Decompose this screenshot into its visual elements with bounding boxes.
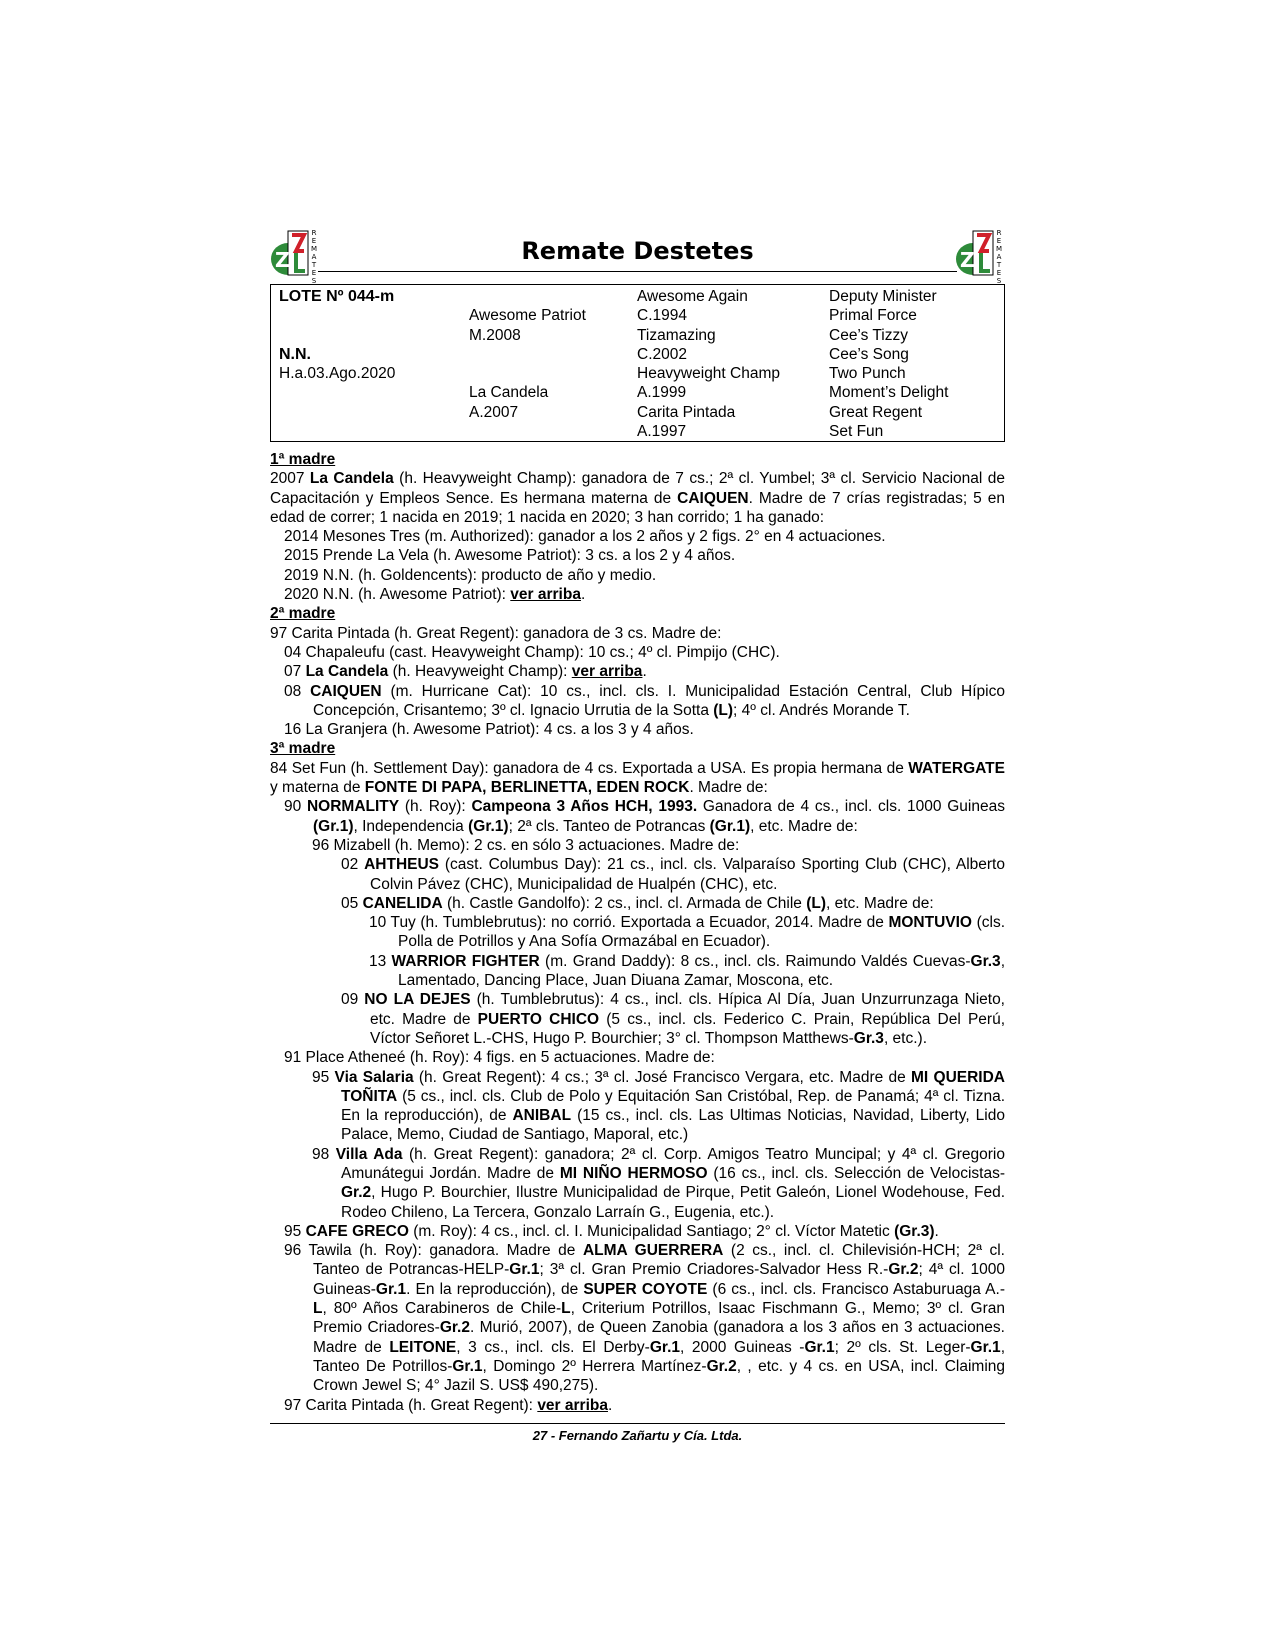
footer-rule: [270, 1423, 1005, 1424]
grandparent-name: Carita Pintada: [637, 403, 736, 421]
horse-name: N.N.: [279, 345, 311, 363]
family-entry: 2007 La Candela (h. Heavyweight Champ): ganadora de 7 cs.; 2ª cl. Yumbel; 3ª cl. Servicio Nacional de Capacitación y Empleos Sence. Es hermana materna de CAIQUEN. Madre de 7 crías registradas; 5 en edad de correr; 1 nacida en 2019; 1 nacida en 2020; 3 han corrido; 1 ha ganado:: [270, 470, 1005, 526]
dam-info: A.2007: [469, 403, 519, 421]
lot-number: LOTE Nº 044-m: [279, 288, 395, 305]
page-header: [270, 225, 1005, 285]
pedigree-col-parents: [469, 287, 586, 422]
great-grandparent: Great Regent: [829, 403, 923, 421]
title-rule: [318, 271, 957, 272]
grandparent-info: A.1997: [637, 423, 687, 441]
family-entry: 97 Carita Pintada (h. Great Regent): ver arriba.: [284, 1396, 613, 1414]
family-entry: 95 CAFE GRECO (m. Roy): 4 cs., incl. cl. I. Municipalidad Santiago; 2° cl. Víctor Matetic (Gr.3).: [284, 1222, 939, 1240]
grandparent-info: C.1994: [637, 307, 687, 325]
family-entry: 08 CAIQUEN (m. Hurricane Cat): 10 cs., incl. cls. I. Municipalidad Estación Central, Club Hípico Concepción, Crisantemo; 3º cl. Ignacio Urrutia de la Sotta (L); 4º cl. Andrés Morande T.: [284, 682, 1005, 719]
section-heading: 2ª madre: [270, 605, 336, 623]
page-title: Remate Destetes: [521, 237, 754, 265]
family-entry: 91 Place Atheneé (h. Roy): 4 figs. en 5 actuaciones. Madre de:: [284, 1049, 715, 1067]
family-entry: 2014 Mesones Tres (m. Authorized): ganador a los 2 años y 2 figs. 2° en 4 actuaciones.: [284, 528, 886, 546]
family-entry: 07 La Candela (h. Heavyweight Champ): ver arriba.: [284, 663, 647, 681]
great-grandparent: Deputy Minister: [829, 288, 937, 305]
svg-text:Z: Z: [960, 248, 975, 272]
pedigree-col-grandparents: [637, 287, 780, 441]
family-entry: 95 Via Salaria (h. Great Regent): 4 cs.; 3ª cl. José Francisco Vergara, etc. Madre de MI QUERIDA TOÑITA (5 cs., incl. cls. Club de Polo y Equitación San Cristóbal, Rep. de Panamá; 4ª cl. Tizna. En la reproducción), de ANIBAL (15 cs., incl. cls. Las Ultimas Noticias, Navidad, Liberty, Lido Palace, Memo, Ciudad de Santiago, Maporal, etc.): [312, 1068, 1005, 1144]
grandparent-name: Heavyweight Champ: [637, 365, 781, 383]
family-entry: 05 CANELIDA (h. Castle Gandolfo): 2 cs., incl. cl. Armada de Chile (L), etc. Madre de:: [341, 894, 934, 912]
grandparent-info: A.1999: [637, 384, 687, 402]
zl-logo-right: [955, 229, 1005, 285]
great-grandparent: Two Punch: [829, 365, 906, 383]
family-entry: 10 Tuy (h. Tumblebrutus): no corrió. Exportada a Ecuador, 2014. Madre de MONTUVIO (cls. Polla de Potrillos y Ana Sofía Ormazábal en Ecuador).: [369, 914, 1005, 951]
family-entry: 96 Tawila (h. Roy): ganadora. Madre de ALMA GUERRERA (2 cs., incl. cl. Chilevisión-HCH; 2ª cl. Tanteo de Potrancas-HELP-Gr.1; 3ª cl. Gran Premio Criadores-Salvador Hess R.-Gr.2; 4ª cl. 1000 Guineas-Gr.1. En la reproducción), de SUPER COYOTE (6 cs., incl. cls. Francisco Astaburuaga A.-L, 80º Años Carabineros de Chile-L, Criterium Potrillos, Isaac Fischmann G., Memo; 3º cl. Gran Premio Criadores-Gr.2. Murió, 2007), de Queen Zanobia (ganadora a los 3 años en 3 actuaciones. Madre de LEITONE, 3 cs., incl. cls. El Derby-Gr.1, 2000 Guineas -Gr.1; 2º cls. St. Leger-Gr.1, Tanteo De Potrillos-Gr.1, Domingo 2º Herrera Martínez-Gr.2, , etc. y 4 cs. en USA, incl. Claiming Crown Jewel S; 4° Jazil S. US$ 490,275).: [284, 1242, 1005, 1395]
pedigree-col-horse: [279, 287, 459, 383]
remates-vertical-text: R E M A T E S: [310, 229, 318, 285]
great-grandparent: Cee’s Song: [829, 345, 909, 363]
remates-vertical-text: R E M A T E S: [995, 229, 1003, 285]
svg-text:Z: Z: [275, 248, 290, 272]
great-grandparent: Primal Force: [829, 307, 917, 325]
section-heading: 3ª madre: [270, 740, 336, 758]
family-entry: 98 Villa Ada (h. Great Regent): ganadora; 2ª cl. Corp. Amigos Teatro Muncipal; y 4ª cl. Gregorio Amunátegui Jordán. Madre de MI NIÑO HERMOSO (16 cs., incl. cls. Selección de Velocistas-Gr.2, Hugo P. Bourchier, Ilustre Municipalidad de Pirque, Petit Galeón, Lionel Wodehouse, Fed. Rodeo Chileno, La Tercera, Gonzalo Larraín G., Eugenia, etc.).: [312, 1145, 1006, 1221]
great-grandparent: Moment’s Delight: [829, 384, 949, 402]
pedigree-col-great-grandparents: [829, 287, 948, 441]
sire-name: Awesome Patriot: [469, 307, 586, 325]
horse-birth: H.a.03.Ago.2020: [279, 365, 396, 383]
great-grandparent: Set Fun: [829, 423, 884, 441]
family-entry: 2019 N.N. (h. Goldencents): producto de año y medio.: [284, 566, 657, 584]
section-heading: 1ª madre: [270, 451, 336, 468]
sire-info: M.2008: [469, 326, 521, 344]
family-entry: 13 WARRIOR FIGHTER (m. Grand Daddy): 8 cs., incl. cls. Raimundo Valdés Cuevas-Gr.3, Lamentado, Dancing Place, Juan Diuana Zamar, Moscona, etc.: [369, 952, 1005, 990]
family-entry: 02 AHTHEUS (cast. Columbus Day): 21 cs., incl. cls. Valparaíso Sporting Club (CHC), Alberto Colvin Pávez (CHC), Municipalidad de Hualpén (CHC), etc.: [341, 856, 1005, 893]
family-entry: 84 Set Fun (h. Settlement Day): ganadora de 4 cs. Exportada a USA. Es propia hermana de WATERGATE y materna de FONTE DI PAPA, BERLINETTA, EDEN ROCK. Madre de:: [270, 759, 1005, 797]
family-entry: 96 Mizabell (h. Memo): 2 cs. en sólo 3 actuaciones. Madre de:: [312, 836, 740, 854]
family-entry: 97 Carita Pintada (h. Great Regent): ganadora de 3 cs. Madre de:: [270, 624, 722, 642]
family-entry: 2015 Prende La Vela (h. Awesome Patriot): 3 cs. a los 2 y 4 años.: [284, 547, 736, 565]
grandparent-info: C.2002: [637, 345, 687, 363]
pedigree-table: [270, 284, 1005, 442]
family-entry: 90 NORMALITY (h. Roy): Campeona 3 Años HCH, 1993. Ganadora de 4 cs., incl. cls. 1000 Guineas (Gr.1), Independencia (Gr.1); 2ª cls. Tanteo de Potrancas (Gr.1), etc. Madre de:: [284, 798, 1005, 835]
zl-emblem-icon: [955, 229, 995, 277]
grandparent-name: Tizamazing: [637, 326, 716, 344]
family-body: [270, 450, 1005, 1415]
page-footer: 27 - Fernando Zañartu y Cía. Ltda.: [532, 1427, 743, 1443]
family-entry: 2020 N.N. (h. Awesome Patriot): ver arriba.: [284, 586, 586, 604]
grandparent-name: Awesome Again: [637, 288, 748, 305]
dam-name: La Candela: [469, 384, 549, 402]
family-entry: 16 La Granjera (h. Awesome Patriot): 4 cs. a los 3 y 4 años.: [284, 721, 694, 739]
family-entry: 04 Chapaleufu (cast. Heavyweight Champ): 10 cs.; 4º cl. Pimpijo (CHC).: [284, 643, 780, 661]
family-entry: 09 NO LA DEJES (h. Tumblebrutus): 4 cs., incl. cls. Hípica Al Día, Juan Unzurrunzaga Nieto, etc. Madre de PUERTO CHICO (5 cs., incl. cls. Federico C. Prain, República Del Perú, Víctor Señoret L.-CHS, Hugo P. Bourchier; 3° cl. Thompson Matthews-Gr.3, etc.).: [341, 991, 1006, 1047]
great-grandparent: Cee’s Tizzy: [829, 326, 908, 344]
catalog-page: [270, 225, 1005, 1443]
